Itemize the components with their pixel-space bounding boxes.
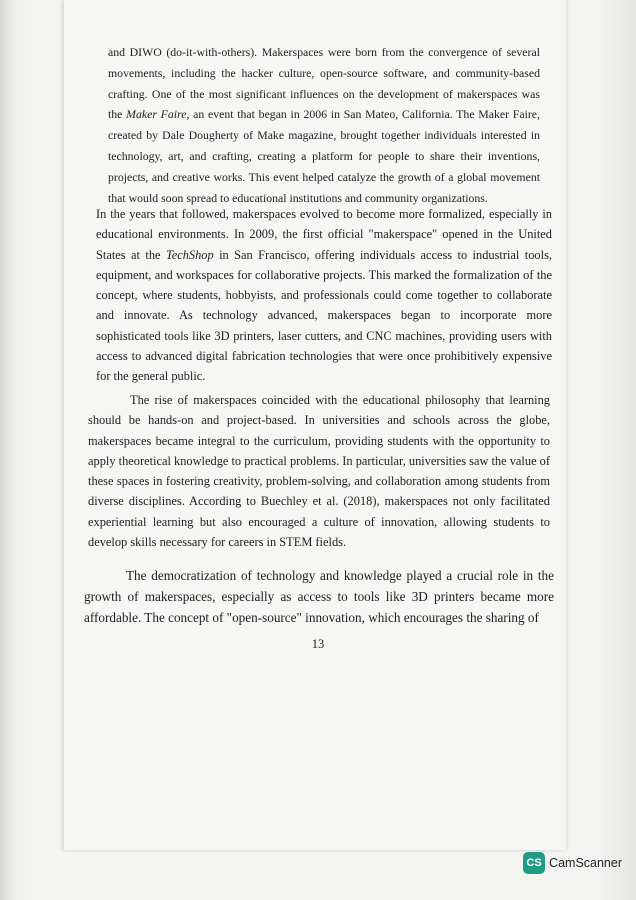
techshop-italic: TechShop (165, 247, 214, 262)
paragraph-3-text: The rise of makerspaces coincided with the educational philosophy that learning should be hands-on and project-based. In universities and schools across the globe, makerspaces became integral to the curriculum, providing students with the opportunity to apply theoretical knowledge to practical problems. In particular, universities saw the value of these spaces in fostering creativity, problem-solving, and collaboration among students from diverse disciplines. According to Buechley et al. (2018), makerspaces not only facilitated experiential learning but also encouraged a culture of innovation, allowing students to develop skills necessary for careers in STEM fields. (88, 393, 550, 550)
camscanner-logo-icon: CS (523, 852, 545, 874)
paragraph-1-text-a: and DIWO (do-it-with-others). Makerspaces were born from the convergence of several movements, including the hacker culture, open-source software, and community-based crafting. One of the most significant influences on the development of makerspaces was the (108, 45, 540, 122)
camscanner-name: CamScanner (549, 856, 622, 870)
paragraph-4-text: The democratization of technology and knowledge played a crucial role in the growth of makerspaces, especially as access to tools like 3D printers became more affordable. The concept of "open-source" innovation, which encourages the sharing of (84, 568, 554, 625)
camscanner-watermark (523, 852, 622, 874)
paragraph-2-text-b: in San Francisco, offering individuals access to industrial tools, equipment, and workspaces for collaborative projects. This marked the formalization of the concept, where students, hobbyists, and professionals could come together to collaborate and innovate. As technology advanced, makerspaces began to incorporate more sophisticated tools like 3D printers, laser cutters, and CNC machines, providing users with access to advanced digital fabrication technologies that were once prohibitively expensive for the general public. (96, 247, 552, 384)
maker-faire-italic: Maker Faire (126, 107, 187, 122)
page-number: 13 (311, 637, 325, 651)
paragraph-2-text-a: In the years that followed, makerspaces evolved to become more formalized, especially in educational environments. In 2009, the first official "makerspace" opened in the United States at the (96, 207, 552, 262)
paragraph-2 (96, 204, 552, 387)
paragraph-3 (88, 390, 550, 552)
paragraph-4 (84, 565, 554, 628)
paragraph-1 (108, 42, 540, 208)
paragraph-1-text-b: , an event that began in 2006 in San Mateo, California. The Maker Faire, created by Dale Dougherty of Make magazine, brought together individuals interested in technology, art, and crafting, creating a platform for people to share their inventions, projects, and creative works. This event helped catalyze the growth of a global movement that would soon spread to educational institutions and community organizations. (108, 107, 540, 205)
